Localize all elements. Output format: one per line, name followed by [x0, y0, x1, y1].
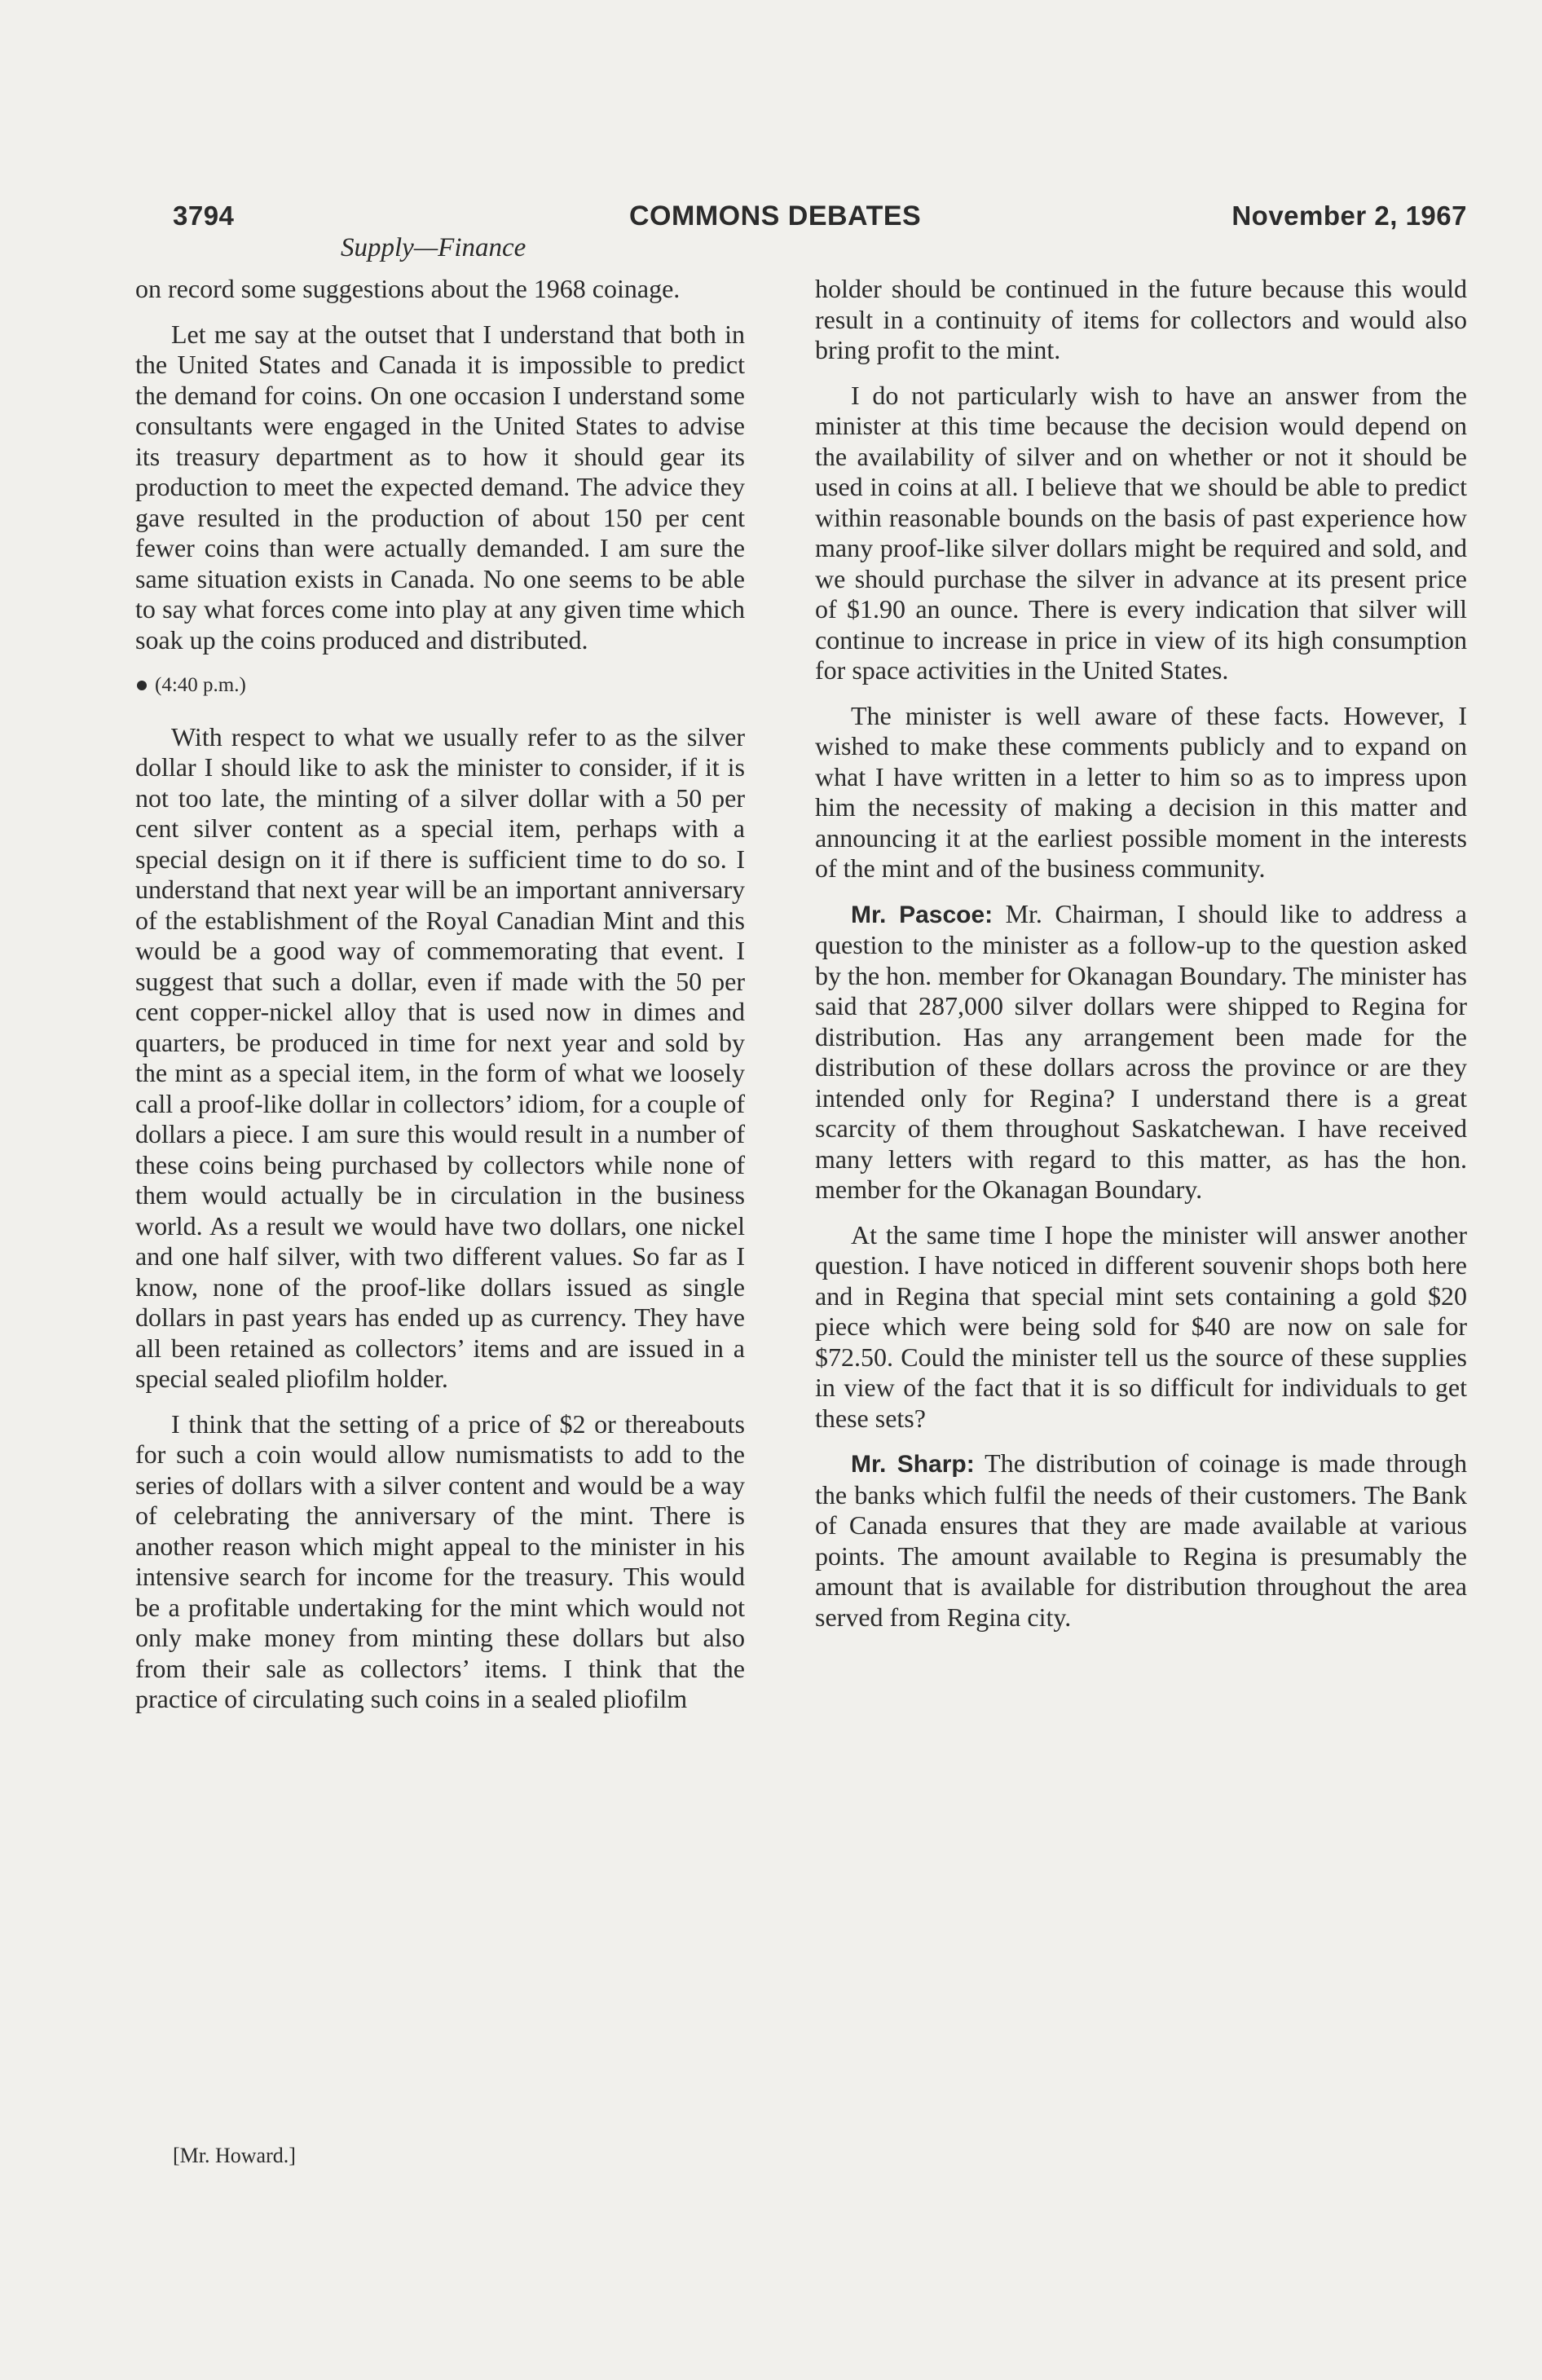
paragraph: I think that the setting of a price of $2 or thereabouts for such a coin would allow numismatists to add to the series of dollars with a silver content and would be a way of celebrating the anniversary of the mint. There is another reason which might appeal to the minister in his intensive search for income for the treasury. This would be a profitable undertaking for the mint which would not only make money from minting these dollars but also from their sale as collectors’ items. I think that the practice of circulating such coins in a sealed pliofilm — [135, 1408, 745, 1713]
paragraph: holder should be continued in the future because this would result in a continuity of items for collectors and would also bring profit to the mint. — [815, 274, 1467, 364]
bullet-icon — [137, 681, 147, 690]
speech-text: The distribution of coinage is made through the banks which fulfil the needs of their customers. The Bank of Canada ensures that they are made available at various points. The amount available to Regina is presumably the amount that is available for distribution throughout the area served from Regina city. — [815, 1448, 1467, 1632]
speaker-name: Mr. Pascoe: — [851, 901, 993, 928]
page-header — [173, 201, 1467, 233]
section-subhead: Supply—Finance — [341, 233, 526, 262]
speech-text: Mr. Chairman, I should like to address a question to the minister as a follow-up to the question asked by the hon. member for Okanagan Boundary. The minister has said that 287,000 silver dollars were shipped to Regina for distribution. Has any arrangement been made for the distribution of these dollars across the province or are they intended only for Regina? I understand there is a great scarcity of them throughout Saskatchewan. I have received many letters with regard to this matter, as has the hon. member for the Okanagan Boundary. — [815, 898, 1467, 1204]
publication-date: November 2, 1967 — [1231, 201, 1467, 231]
paragraph: on record some suggestions about the 1968 coinage. — [135, 274, 681, 303]
paragraph: With respect to what we usually refer to as the silver dollar I should like to ask the minister to consider, if it is not too late, the minting of a silver dollar with a 50 per cent silver content as a special item, perhaps with a special design on it if there is sufficient time to do so. I understand that next year will be an important anniversary of the establishment of the Royal Canadian Mint and this would be a good way of commemorating that event. I suggest that such a dollar, even if made with the 50 per cent copper-nickel alloy that is used now in dimes and quarters, be produced in time for next year and sold by the mint as a special item, in the form of what we loosely call a proof-like dollar in collectors’ idiom, for a couple of dollars a piece. I am sure this would result in a number of these coins being purchased by collectors while none of them would actually be in circulation in the business world. As a result we would have two dollars, one nickel and one half silver, with two different values. So far as I know, none of the proof-like dollars issued as single dollars in past years has ended up as currency. They have all been retained as collectors’ items and are issued in a special sealed pliofilm holder. — [135, 721, 745, 1393]
speaker-name: Mr. Sharp: — [851, 1451, 975, 1478]
time-stamp: (4:40 p.m.) — [155, 674, 246, 696]
paragraph: The minister is well aware of these facts. However, I wished to make these comments publicly and to expand on what I have written in a letter to him so as to impress upon him the necessity of making a decision in this matter and announcing it at the earliest possible moment in the interests of the mint and of the business community. — [815, 700, 1467, 883]
speech-paragraph — [815, 1448, 1467, 1633]
left-column — [135, 274, 745, 1730]
time-marker — [135, 670, 745, 701]
paragraph: I do not particularly wish to have an answer from the minister at this time because the decision would depend on the availability of silver and on whether or not it should be used in coins at all. I believe that we should be able to predict within reasonable bounds on the basis of past experience how many proof-like silver dollars might be required and sold, and we should purchase the silver in advance at its present price of $1.90 an ounce. There is every indication that silver will continue to increase in price in view of its high consumption for space activities in the United States. — [815, 380, 1467, 685]
paragraph: Let me say at the outset that I understand that both in the United States and Canada it is impossible to predict the demand for coins. On one occasion I understand some consultants were engaged in the United States to advise its treasury department as to how it should gear its production to meet the expected demand. The advice they gave resulted in the production of about 150 per cent fewer coins than were actually demanded. I am sure the same situation exists in Canada. No one seems to be able to say what forces come into play at any given time which soak up the coins produced and distributed. — [135, 319, 745, 654]
speech-paragraph — [815, 899, 1467, 1205]
page-number: 3794 — [173, 201, 235, 231]
paragraph: At the same time I hope the minister will answer another question. I have noticed in different souvenir shops both here and in Regina that special mint sets containing a gold $20 piece which were being sold for $40 are now on sale for $72.50. Could the minister tell us the source of these supplies in view of the fact that it is so difficult for individuals to get these sets? — [815, 1219, 1467, 1433]
publication-title: COMMONS DEBATES — [629, 201, 922, 231]
page-footer: [Mr. Howard.] — [173, 2144, 296, 2167]
right-column — [815, 274, 1467, 1647]
